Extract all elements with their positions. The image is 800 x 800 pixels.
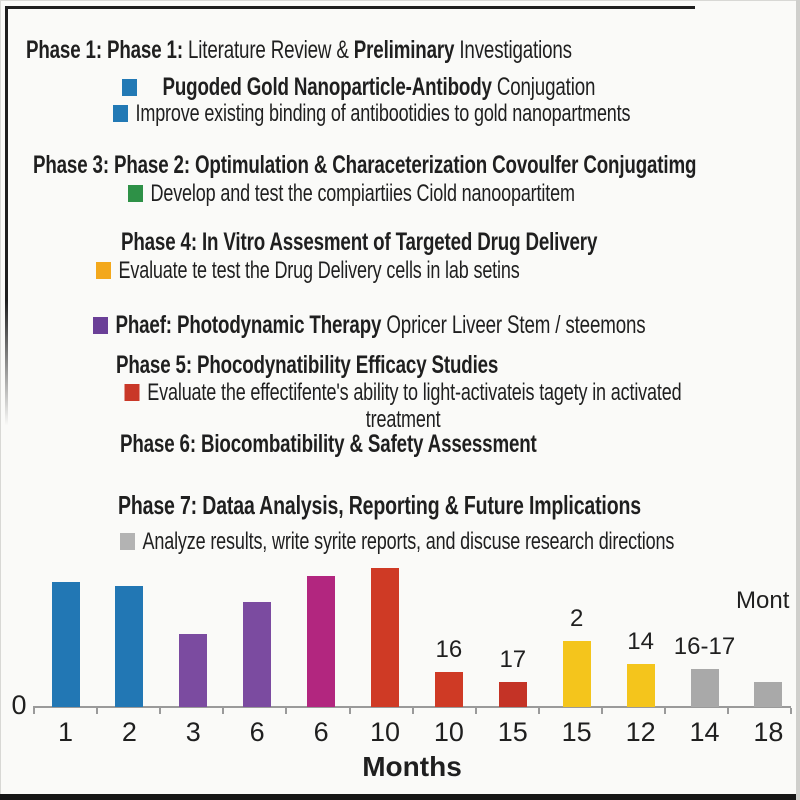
text-segment: Preliminary — [353, 36, 455, 64]
x-tick-label: 12 — [625, 717, 656, 747]
frame-border-bottom — [0, 794, 800, 800]
bar — [307, 576, 335, 707]
x-tick-label: 18 — [753, 717, 784, 747]
bullet-line — [113, 100, 630, 127]
bullet-square-icon — [125, 384, 140, 401]
axis-tick — [222, 708, 224, 714]
text-segment: Investigations — [454, 36, 572, 64]
text-segment: Phase 7: Dataa Analysis, Reporting & Future Implications — [118, 490, 641, 520]
axis-tick — [285, 708, 287, 714]
bar — [371, 568, 399, 707]
bullet-line — [93, 311, 645, 340]
x-tick-label: 1 — [57, 717, 74, 747]
bar — [499, 682, 527, 707]
text-segment: Phase 4: In Vitro Assesment of Targeted Drug Delivery — [121, 228, 598, 256]
bullet-square-icon — [113, 105, 128, 122]
x-tick-label: 10 — [433, 717, 464, 747]
frame-border-left — [5, 6, 8, 426]
text-segment: Literature Review & — [187, 36, 354, 64]
bullet-line — [122, 73, 595, 102]
bullet-square-icon — [96, 262, 111, 279]
axis-tick — [96, 708, 98, 714]
bullet-square-icon — [93, 317, 108, 334]
bullet-line — [120, 379, 686, 434]
bar — [754, 682, 782, 707]
bullet-line — [96, 257, 520, 284]
bar-value-label: 16-17 — [673, 633, 736, 660]
axis-tick — [790, 708, 792, 714]
text-segment: Improve existing binding of antibootidies to gold nanopartments — [135, 100, 631, 127]
bar — [563, 641, 591, 707]
bullet-line — [120, 528, 674, 555]
bar — [52, 582, 80, 707]
frame-border-top — [5, 6, 695, 9]
axis-tick — [412, 708, 414, 714]
x-tick-label: 10 — [369, 717, 401, 747]
bullet-square-icon — [122, 79, 137, 96]
text-segment: Phaef: Photodynamic Therapy — [115, 311, 382, 339]
phase-heading — [118, 491, 641, 521]
bar — [435, 672, 463, 707]
x-tick-label: 15 — [561, 717, 592, 747]
text-segment: Conjugation — [491, 73, 596, 101]
bar — [243, 602, 271, 707]
axis-tick — [349, 708, 351, 714]
text-segment: Evaluate te test the Drug Delivery cells in lab setins — [118, 257, 520, 284]
chart-annotation: Mont — [736, 587, 790, 614]
phase-heading — [26, 36, 572, 65]
frame-border-right — [796, 0, 800, 800]
text-segment: Phase 1: Phase 1: — [26, 36, 188, 64]
phase-heading — [116, 351, 498, 380]
text-segment: Phase 5: Phocodynatibility Efficacy Studies — [116, 351, 499, 379]
text-segment: Phase 3: Phase 2: Optimulation & Characeterization Covoulfer Conjugatimg — [33, 151, 697, 179]
phase-heading — [120, 430, 537, 459]
phase-heading — [33, 151, 696, 180]
axis-tick — [601, 708, 603, 714]
bar-value-label: 14 — [627, 628, 654, 655]
text-segment: Opricer Liveer Stem / steemons — [381, 311, 646, 339]
x-tick-label: 6 — [249, 717, 265, 747]
text-segment: Pugoded Gold Nanoparticle-Antibody — [162, 73, 492, 101]
text-segment: Phase 6: Biocombatibility & Safety Assessment — [120, 430, 537, 458]
bar — [691, 669, 719, 707]
axis-tick — [33, 708, 35, 714]
bar — [115, 586, 143, 707]
bar-value-label: 2 — [570, 605, 584, 632]
bar-value-label: 17 — [499, 646, 527, 673]
text-segment: Analyze results, write syrite reports, and discuse research directions — [142, 528, 675, 555]
axis-tick — [538, 708, 540, 714]
axis-tick — [475, 708, 477, 714]
bullet-square-icon — [120, 533, 135, 550]
bar — [179, 634, 207, 707]
x-tick-label: 2 — [121, 717, 137, 747]
x-tick-label: 15 — [497, 717, 528, 747]
x-tick-label: 14 — [689, 717, 720, 747]
x-tick-label: 3 — [185, 717, 201, 747]
text-segment: Develop and test the compiartiies Ciold nanoopartitem — [150, 180, 575, 207]
axis-tick — [159, 708, 161, 714]
bar — [627, 664, 655, 707]
bullet-line — [128, 180, 575, 207]
phase-heading — [121, 228, 597, 257]
y-zero-label: 0 — [11, 690, 27, 720]
text-segment: Evaluate the effectifente's ability to light-activateis tagety in activated treatment — [147, 379, 682, 434]
axis-tick — [727, 708, 729, 714]
x-tick-label: 6 — [313, 717, 329, 747]
bar-value-label: 16 — [435, 636, 463, 663]
axis-tick — [664, 708, 666, 714]
x-axis-title: Months — [362, 751, 462, 782]
bullet-square-icon — [128, 185, 143, 202]
